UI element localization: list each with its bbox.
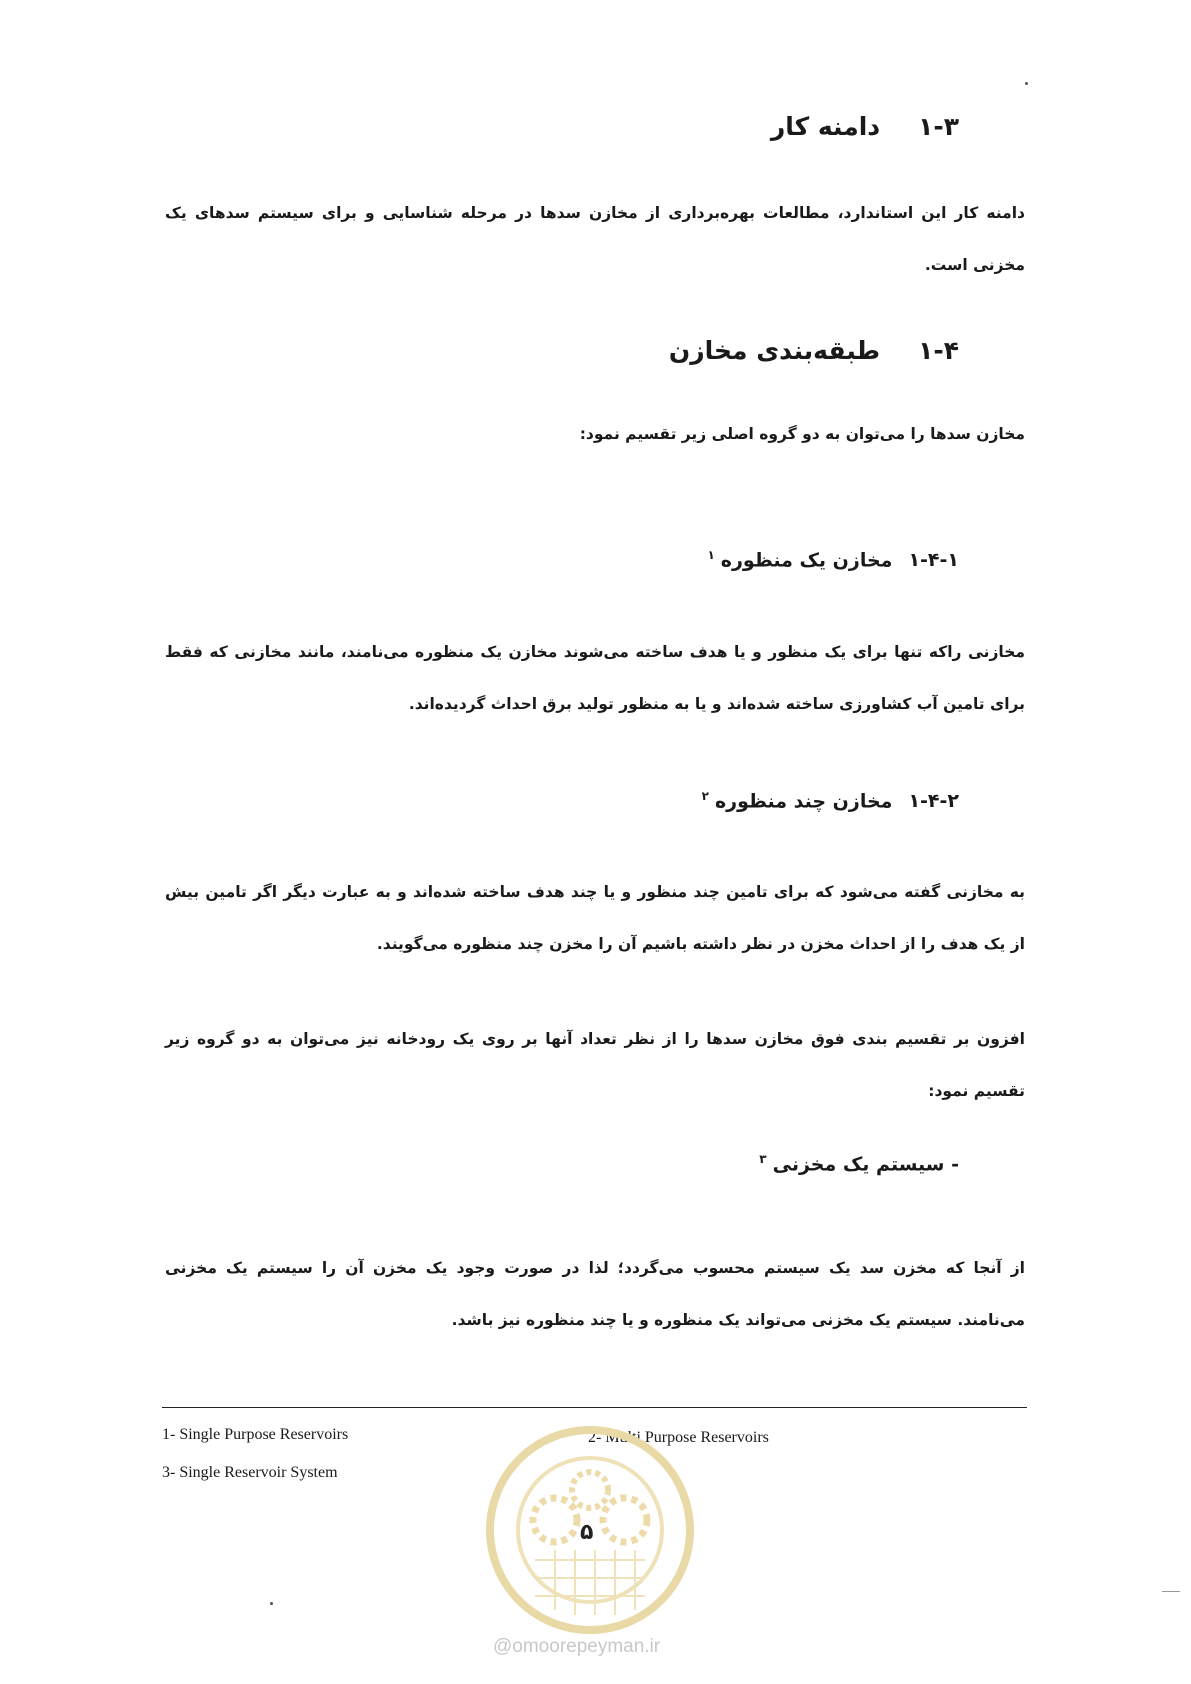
section-number: ۱-۴ <box>918 336 959 365</box>
scan-speck <box>270 1602 273 1605</box>
paragraph-count-classification: افزون بر تقسیم بندی فوق مخازن سدها را از نظر تعداد آنها بر روی یک رودخانه نیز می‌توان به دو گروه زیر تقسیم نمود: <box>165 1030 1025 1100</box>
paragraph-multi-purpose: به مخازنی گفته می‌شود که برای تامین چند منظور و یا چند هدف ساخته شده‌اند و به عبارت دیگر اگر تامین بیش از یک هدف را از احداث مخزن در نظر داشته باشیم آن را مخزن چند منظوره می‌گویند. <box>165 883 1025 953</box>
subsection-title: - سیستم یک مخزنی <box>772 1153 959 1176</box>
section-number: ۱-۳ <box>918 112 959 141</box>
paragraph-scope: دامنه کار این استاندارد، مطالعات بهره‌برداری از مخازن سدها در مرحله شناسایی و برای سیستم سدهای یک مخزنی است. <box>165 204 1025 274</box>
scan-speck <box>1025 82 1028 85</box>
footnote-divider <box>162 1407 1027 1408</box>
subsection-title: مخازن چند منظوره <box>714 790 893 813</box>
subsection-number: ۱-۴-۲ <box>908 790 959 813</box>
subsection-title: مخازن یک منظوره <box>720 549 893 572</box>
scan-speck <box>1162 1591 1180 1592</box>
footnote-ref: ۳ <box>759 1152 767 1166</box>
footnote-2: 2- Multi Purpose Reservoirs <box>588 1429 769 1446</box>
footnote-1: 1- Single Purpose Reservoirs <box>162 1426 349 1443</box>
section-heading-classification <box>669 336 959 365</box>
subsection-heading-single-system <box>759 1152 959 1175</box>
footnote-ref: ۱ <box>707 548 715 562</box>
page-number: ۵ <box>580 1520 594 1545</box>
subsection-heading-single-purpose <box>707 548 959 571</box>
subsection-heading-multi-purpose <box>702 789 959 812</box>
section-heading-scope <box>771 112 959 141</box>
paragraph-single-system: از آنجا که مخزن سد یک سیستم محسوب می‌گردد؛ لذا در صورت وجود یک مخزن آن را سیستم یک مخزنی می‌نامند. سیستم یک مخزنی می‌تواند یک منظوره و یا چند منظوره نیز باشد. <box>165 1259 1025 1329</box>
subsection-number: ۱-۴-۱ <box>908 549 959 572</box>
footnote-3: 3- Single Reservoir System <box>162 1464 338 1481</box>
section-title: طبقه‌بندی مخازن <box>668 336 881 365</box>
section-title: دامنه کار <box>770 112 881 141</box>
paragraph-classification-intro: مخازن سدها را می‌توان به دو گروه اصلی زیر تقسیم نمود: <box>579 425 1025 443</box>
footnote-ref: ۲ <box>701 789 709 803</box>
watermark-text: @omoorepeyman.ir <box>493 1636 661 1657</box>
paragraph-single-purpose: مخازنی راکه تنها برای یک منظور و یا هدف ساخته می‌شوند مخازن یک منظوره می‌نامند، مانند مخازنی که فقط برای تامین آب کشاورزی ساخته شده‌اند و یا به منظور تولید برق احداث گردیده‌اند. <box>165 643 1025 713</box>
